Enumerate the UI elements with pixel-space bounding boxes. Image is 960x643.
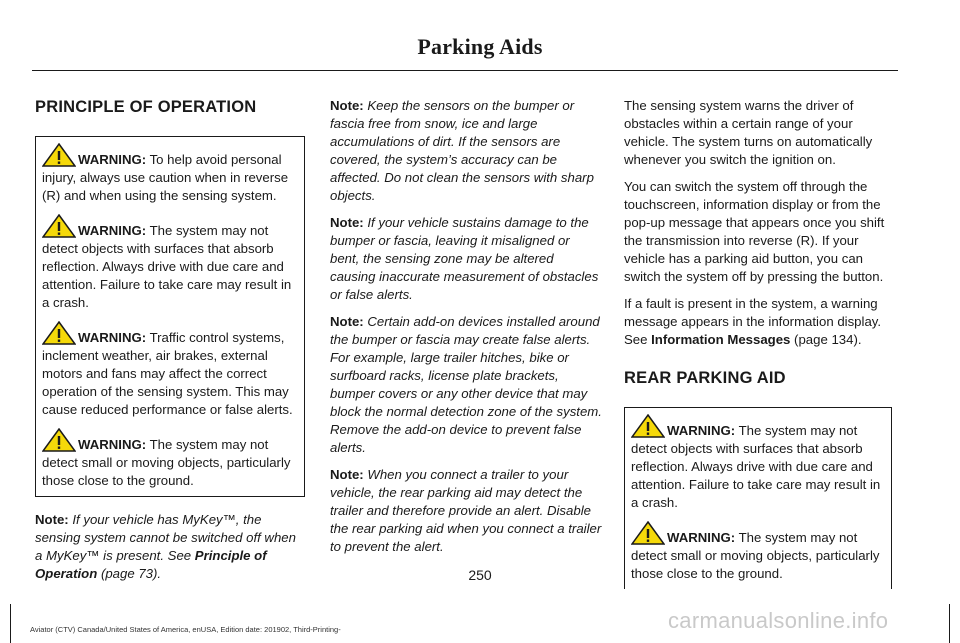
page-header-title: Parking Aids bbox=[417, 34, 543, 59]
paragraph-fault bbox=[624, 295, 892, 349]
column-1 bbox=[35, 92, 305, 592]
note-label: Note: bbox=[330, 314, 364, 329]
warning-item bbox=[42, 428, 297, 490]
warning-triangle-icon bbox=[42, 321, 76, 345]
note-label: Note: bbox=[330, 215, 364, 230]
warning-box bbox=[624, 407, 892, 589]
warning-text: To help avoid personal injury, always use caution when in reverse (R) and when using the sensing system. bbox=[42, 152, 289, 203]
paragraph-text: If a fault is present in the system, a warning message appears in the information display. See bbox=[624, 296, 882, 347]
edition-footer: Aviator (CTV) Canada/United States of America, enUSA, Edition date: 201902, Third-Printing- bbox=[30, 625, 341, 634]
warning-label: WARNING: bbox=[78, 223, 147, 238]
page-reference: (page 73). bbox=[97, 566, 162, 581]
warning-item bbox=[42, 214, 297, 312]
cross-reference-link[interactable]: Principle of Operation bbox=[35, 548, 267, 581]
warning-box bbox=[35, 136, 305, 497]
note-text: If your vehicle has MyKey™, the sensing system cannot be switched off when a MyKey™ is present. See bbox=[35, 512, 296, 563]
paragraph-switch-off: You can switch the system off through the touchscreen, information display or from the pop-up message that appears once you shift the transmission into reverse (R). If your vehicle has a parking aid button, you can switch the system off by pressing the button. bbox=[624, 179, 885, 284]
crop-mark-right bbox=[949, 604, 950, 643]
warning-text: The system may not detect objects with surfaces that absorb reflection. Always drive with due care and attention. Failure to take care may result in a crash. bbox=[42, 223, 292, 310]
note-item bbox=[330, 214, 602, 304]
note-text: If your vehicle sustains damage to the bumper or fascia, leaving it misaligned or bent, the sensing zone may be altered causing inaccurate measurement of obstacles or false alerts. bbox=[330, 215, 599, 302]
warning-text: The system may not detect objects with surfaces that absorb reflection. Always drive with due care and attention. Failure to take care may result in a crash. bbox=[631, 423, 881, 510]
warning-label: WARNING: bbox=[78, 330, 147, 345]
page-number: 250 bbox=[468, 567, 492, 583]
section-heading-rear-parking-aid: REAR PARKING AID bbox=[624, 369, 786, 387]
warning-triangle-icon bbox=[631, 521, 665, 545]
column-3 bbox=[624, 97, 892, 589]
warning-text: The system may not detect small or moving objects, particularly those close to the ground. bbox=[42, 437, 291, 488]
warning-label: WARNING: bbox=[78, 152, 147, 167]
note-label: Note: bbox=[35, 512, 69, 527]
paragraph-sensing-system: The sensing system warns the driver of obstacles within a certain range of your vehicle. The system turns on automatically whenever you switch the ignition on. bbox=[624, 98, 873, 167]
section-heading-principle-of-operation: PRINCIPLE OF OPERATION bbox=[35, 98, 257, 116]
warning-label: WARNING: bbox=[78, 437, 147, 452]
note-text: Certain add-on devices installed around the bumper or fascia may create false alerts. For example, large trailer hitches, bike or surfboard racks, license plate brackets, bumper covers or any other device that may block the normal detection zone of the system. Remove the add-on device to prevent false alerts. bbox=[330, 314, 602, 455]
header-divider bbox=[32, 70, 898, 71]
note-item bbox=[330, 313, 602, 457]
note-item bbox=[330, 97, 602, 205]
note-text: Keep the sensors on the bumper or fascia free from snow, ice and large accumulations of dirt. If the sensors are covered, the system’s accuracy can be affected. Do not clean the sensors with sharp objects. bbox=[330, 98, 594, 203]
column-2 bbox=[330, 97, 602, 565]
warning-label: WARNING: bbox=[667, 423, 736, 438]
crop-mark-left bbox=[10, 604, 11, 643]
watermark: carmanualsonline.info bbox=[668, 608, 889, 633]
warning-item bbox=[42, 321, 297, 419]
warning-triangle-icon bbox=[42, 428, 76, 452]
note-text: When you connect a trailer to your vehicle, the rear parking aid may detect the trailer and therefore provide an alert. Disable the rear parking aid when you connect a trailer to prevent the alert. bbox=[330, 467, 602, 554]
note-label: Note: bbox=[330, 98, 364, 113]
warning-triangle-icon bbox=[42, 214, 76, 238]
note-label: Note: bbox=[330, 467, 364, 482]
page-reference: (page 134). bbox=[790, 332, 862, 347]
warning-text: Traffic control systems, inclement weather, air brakes, external motors and fans may affect the correct operation of the sensing system. This may cause reduced performance or false alerts. bbox=[42, 330, 293, 417]
note-item bbox=[330, 466, 602, 556]
warning-label: WARNING: bbox=[667, 530, 736, 545]
warning-text: The system may not detect small or moving objects, particularly those close to the ground. bbox=[631, 530, 880, 581]
warning-item bbox=[631, 414, 884, 512]
warning-triangle-icon bbox=[42, 143, 76, 167]
warning-triangle-icon bbox=[631, 414, 665, 438]
cross-reference-link[interactable]: Information Messages bbox=[651, 332, 791, 347]
warning-item bbox=[42, 143, 297, 205]
